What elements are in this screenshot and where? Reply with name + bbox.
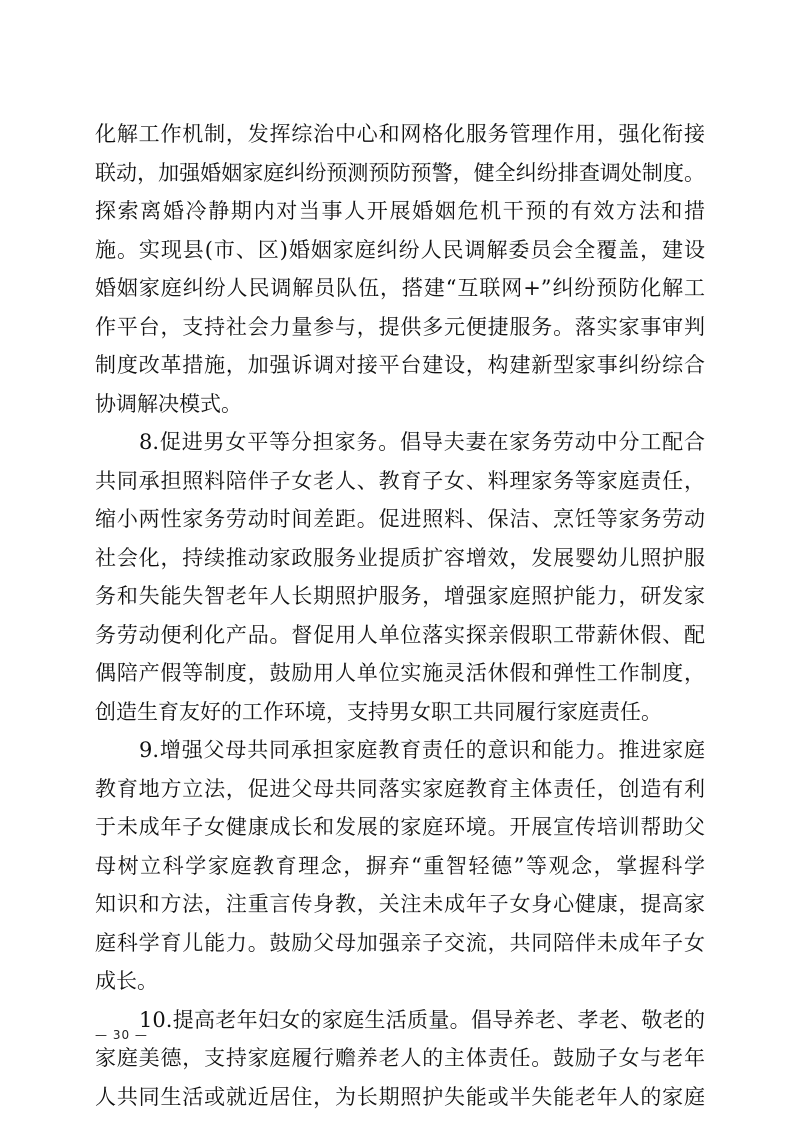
text-line: 施。实现县(市、区)婚姻家庭纠纷人民调解委员会全覆盖，建设 bbox=[95, 237, 705, 262]
text-line: 务和失能失智老年人长期照护服务，增强家庭照护能力，研发家 bbox=[95, 584, 705, 608]
text-line: 庭科学育儿能力。鼓励父母加强亲子交流，共同陪伴未成年子女 bbox=[95, 930, 705, 955]
page-number: — 30 — bbox=[95, 1028, 148, 1042]
text-line: 联动，加强婚姻家庭纠纷预测预防预警，健全纠纷排查调处制度。 bbox=[95, 160, 705, 185]
text-line: 知识和方法，注重言传身教，关注未成年子女身心健康，提高家 bbox=[95, 892, 705, 916]
text-line: 创造生育友好的工作环境，支持男女职工共同履行家庭责任。 bbox=[95, 699, 662, 724]
text-line: 共同承担照料陪伴子女老人、教育子女、料理家务等家庭责任， bbox=[95, 468, 705, 493]
text-line: 社会化，持续推动家政服务业提质扩容增效，发展婴幼儿照护服 bbox=[95, 545, 705, 570]
text-line: 婚姻家庭纠纷人民调解员队伍，搭建“互联网+”纠纷预防化解工 bbox=[95, 276, 705, 300]
text-line: 制度改革措施，加强诉调对接平台建设，构建新型家事纠纷综合 bbox=[95, 353, 705, 377]
text-line: 探索离婚冷静期内对当事人开展婚姻危机干预的有效方法和措 bbox=[95, 199, 705, 223]
text-line: 作平台，支持社会力量参与，提供多元便捷服务。落实家事审判 bbox=[95, 314, 705, 339]
text-line: 缩小两性家务劳动时间差距。促进照料、保洁、烹饪等家务劳动 bbox=[95, 507, 705, 531]
text-line: 教育地方立法，促进父母共同落实家庭教育主体责任，创造有利 bbox=[95, 776, 705, 801]
text-line: 于未成年子女健康成长和发展的家庭环境。开展宣传培训帮助父 bbox=[95, 815, 705, 839]
text-line: 务劳动便利化产品。督促用人单位落实探亲假职工带薪休假、配 bbox=[95, 622, 705, 647]
section-heading-8: 8.促进男女平等分担家务。倡导夫妻在家务劳动中分工配合 bbox=[139, 430, 705, 454]
body-text bbox=[95, 115, 705, 1116]
text-line: 协调解决模式。 bbox=[95, 391, 242, 416]
text-line: 成长。 bbox=[95, 969, 158, 993]
text-line: 化解工作机制，发挥综治中心和网格化服务管理作用，强化衔接 bbox=[95, 122, 705, 146]
text-line: 偶陪产假等制度，鼓励用人单位实施灵活休假和弹性工作制度， bbox=[95, 661, 705, 685]
text-line: 人共同生活或就近居住，为长期照护失能或半失能老年人的家庭 bbox=[95, 1084, 705, 1109]
section-heading-9: 9.增强父母共同承担家庭教育责任的意识和能力。推进家庭 bbox=[139, 738, 705, 762]
text-line: 家庭美德，支持家庭履行赡养老人的主体责任。鼓励子女与老年 bbox=[95, 1046, 705, 1070]
section-heading-10: 10.提高老年妇女的家庭生活质量。倡导养老、孝老、敬老的 bbox=[139, 1007, 705, 1032]
text-line: 母树立科学家庭教育理念，摒弃“重智轻德”等观念，掌握科学 bbox=[95, 853, 705, 878]
